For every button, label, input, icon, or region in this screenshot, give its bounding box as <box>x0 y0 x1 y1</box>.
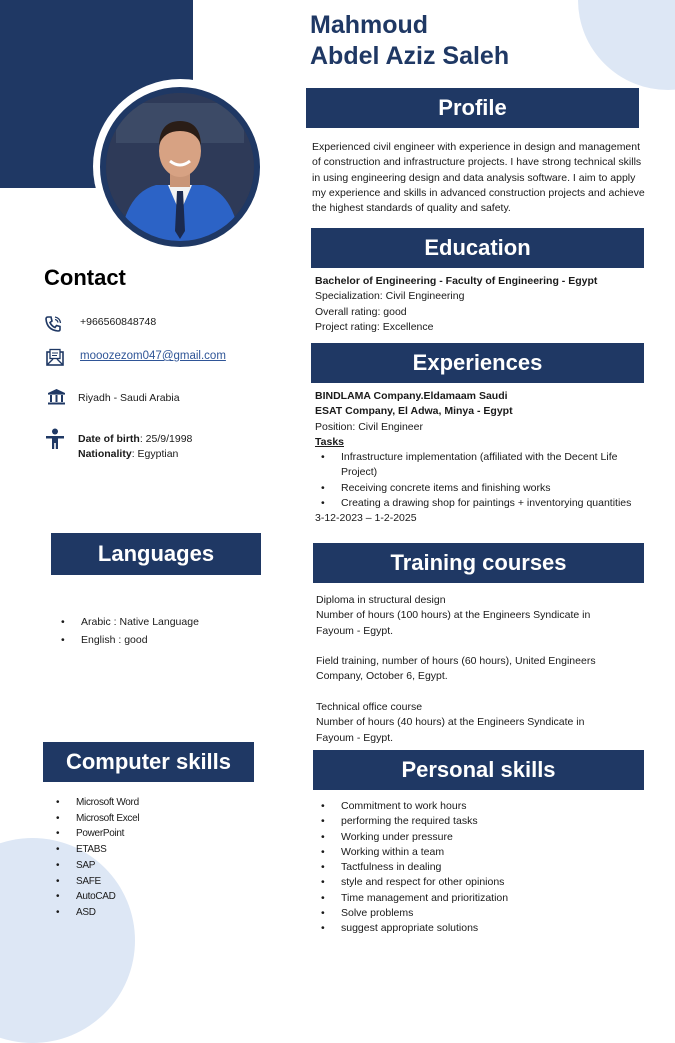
personal-skill-item: • Time management and prioritization <box>315 891 635 906</box>
contact-personal-info <box>78 432 192 462</box>
training-line: Fayoum - Egypt. <box>316 624 394 637</box>
person-portrait-icon <box>106 93 254 241</box>
computer-skill-item: • AutoCAD <box>50 889 200 905</box>
computer-skill-item: • PowerPoint <box>50 826 200 842</box>
languages-list <box>55 613 255 649</box>
task-item: • Receiving concrete items and finishing works <box>315 481 665 496</box>
profile-text <box>312 140 662 216</box>
task-item: • Infrastructure implementation (affiliated with the Decent Life Project) <box>315 450 665 481</box>
education-text <box>315 274 660 335</box>
computer-skill-item: • SAP <box>50 858 200 874</box>
profile-line: Experienced civil engineer with experience in design and management <box>312 141 641 153</box>
personal-skill-item: • Working under pressure <box>315 830 635 845</box>
education-line: Overall rating: good <box>315 305 407 318</box>
training-line: Diploma in structural design <box>316 594 446 606</box>
experience-company: BINDLAMA Company.Eldamaam Saudi <box>315 390 508 402</box>
building-icon <box>47 388 66 410</box>
nationality-value: : Egyptian <box>131 448 179 460</box>
language-item: • Arabic : Native Language <box>55 613 255 631</box>
personal-skill-item: • Commitment to work hours <box>315 799 635 814</box>
computer-skills-heading: Computer skills <box>43 742 254 782</box>
contact-phone: +966560848748 <box>80 316 157 328</box>
training-heading: Training courses <box>313 543 644 583</box>
training-line: Field training, number of hours (60 hours), United Engineers <box>316 655 596 668</box>
contact-email-link[interactable]: mooozezom047@gmail.com <box>80 350 226 362</box>
corner-circle-decoration <box>578 0 675 90</box>
person-name <box>310 10 509 72</box>
task-item: • Creating a drawing shop for paintings + inventorying quantities <box>315 496 665 511</box>
computer-skill-item: • ETABS <box>50 842 200 858</box>
computer-skills-list <box>50 795 200 921</box>
nationality-label: Nationality <box>78 448 132 460</box>
profile-line: in using engineering design and data analysis software. I aim to apply <box>312 171 636 184</box>
experience-dates: 3-12-2023 – 1-2-2025 <box>315 512 417 525</box>
personal-skills-list <box>315 799 635 937</box>
training-spacer <box>316 639 656 654</box>
name-line-2: Abdel Aziz Saleh <box>310 42 510 70</box>
computer-skill-item: • SAFE <box>50 874 200 890</box>
profile-line: my experience and skills in advanced construction projects and achieve <box>312 186 645 199</box>
profile-line: of construction and infrastructure projects. I have strong technical skills <box>312 156 642 169</box>
training-line: Number of hours (40 hours) at the Engineers Syndicate in <box>316 716 585 729</box>
language-item: • English : good <box>55 631 255 649</box>
dob-label: Date of birth <box>78 433 140 445</box>
contact-heading: Contact <box>44 265 126 290</box>
personal-skill-item: • suggest appropriate solutions <box>315 921 635 936</box>
education-heading: Education <box>311 228 644 268</box>
training-text <box>316 593 656 746</box>
phone-icon <box>44 315 62 338</box>
personal-skill-item: • performing the required tasks <box>315 814 635 829</box>
training-line: Technical office course <box>316 701 423 714</box>
profile-heading: Profile <box>306 88 639 128</box>
training-line: Number of hours (100 hours) at the Engineers Syndicate in <box>316 609 591 622</box>
contact-location: Riyadh - Saudi Arabia <box>78 392 180 404</box>
name-line-1: Mahmoud <box>310 11 429 39</box>
education-degree: Bachelor of Engineering - Faculty of Engineering - Egypt <box>315 275 598 287</box>
person-icon <box>45 428 65 455</box>
training-spacer <box>316 685 656 700</box>
personal-skill-item: • Working within a team <box>315 845 635 860</box>
personal-skill-item: • Solve problems <box>315 906 635 921</box>
dob-value: : 25/9/1998 <box>139 433 193 445</box>
computer-skill-item: • Microsoft Word <box>50 795 200 811</box>
experiences-text <box>315 389 665 527</box>
computer-skill-item: • Microsoft Excel <box>50 811 200 827</box>
profile-line: the highest standards of quality and safety. <box>312 202 511 215</box>
experience-position: Position: Civil Engineer <box>315 420 423 433</box>
experience-company: ESAT Company, El Adwa, Minya - Egypt <box>315 405 513 418</box>
profile-photo <box>100 87 260 247</box>
tasks-label: Tasks <box>315 435 344 448</box>
computer-skill-item: • ASD <box>50 905 200 921</box>
personal-skill-item: • style and respect for other opinions <box>315 875 635 890</box>
education-line: Specialization: Civil Engineering <box>315 290 465 303</box>
personal-skill-item: • Tactfulness in dealing <box>315 860 635 875</box>
languages-heading: Languages <box>51 533 261 575</box>
training-line: Fayoum - Egypt. <box>316 731 394 744</box>
training-line: Company, October 6, Egypt. <box>316 670 448 683</box>
tasks-list <box>315 450 665 511</box>
education-line: Project rating: Excellence <box>315 320 434 333</box>
email-icon <box>45 348 65 373</box>
personal-skills-heading: Personal skills <box>313 750 644 790</box>
experiences-heading: Experiences <box>311 343 644 383</box>
